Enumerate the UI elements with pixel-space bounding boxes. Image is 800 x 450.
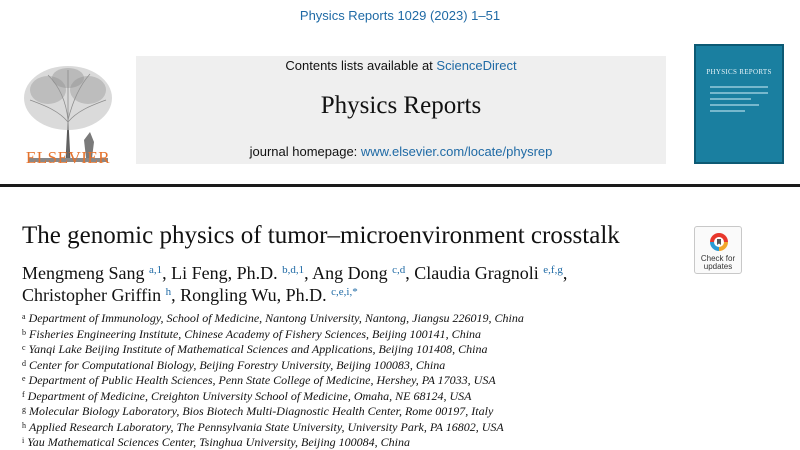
affiliation-text: Department of Medicine, Creighton University School of Medicine, Omaha, NE 68124, USA [27,388,472,403]
affiliation-letter: g [22,405,26,414]
elsevier-wordmark[interactable]: ELSEVIER [25,148,111,167]
author-1[interactable]: Mengmeng Sang [22,263,145,283]
affiliation-item [22,372,682,388]
cover-decoration [710,86,768,116]
affiliation-letter: d [22,358,26,368]
affiliation-list [22,310,682,450]
affiliation-text: Applied Research Laboratory, The Pennsylvania State University, University Park, PA 16802, USA [29,419,504,434]
header-divider [0,184,800,187]
homepage-line [136,144,666,159]
journal-homepage-link[interactable]: www.elsevier.com/locate/physrep [360,144,553,159]
journal-masthead [136,56,666,164]
affiliation-letter: i [22,436,25,445]
author-4-affiliation[interactable]: e,f,g [543,264,563,276]
author-3[interactable]: Ang Dong [312,263,388,283]
affiliation-text: Yau Mathematical Sciences Center, Tsinghua University, Beijing 100084, China [27,435,410,449]
check-updates-label: Check for updates [700,254,736,271]
cover-title: PHYSICS REPORTS [706,68,772,76]
article-title: The genomic physics of tumor–microenvironment crosstalk [22,222,620,249]
affiliation-letter: f [22,389,25,399]
journal-title: Physics Reports [320,92,482,119]
author-5-affiliation[interactable]: h [165,286,172,298]
affiliation-letter: c [22,343,26,352]
author-list: Mengmeng Sang $^{a,1}$, Li Feng, Ph.D. $^{b,d,1}$, Ang Dong $^{c,d}$, Claudia Gragnoli $^{e,f,g}$, Christopher Griffin $^h$, Rongling Wu, Ph.D. $^{c,e,i,*}$ [22,263,568,305]
check-updates-icon [708,231,730,253]
affiliation-text: Fisheries Engineering Institute, Chinese Academy of Fishery Sciences, Beijing 100141, China [29,326,482,341]
affiliation-text: Department of Immunology, School of Medicine, Nantong University, Nantong, Jiangsu 226019, China [28,311,524,325]
contents-prefix: Contents lists available at [285,58,437,73]
affiliation-item [22,341,682,357]
sciencedirect-link[interactable]: ScienceDirect [436,58,517,73]
affiliation-item [22,326,682,342]
affiliation-item [22,357,682,373]
affiliation-letter: e [22,374,26,383]
affiliation-letter: b [22,327,26,337]
affiliation-text: Molecular Biology Laboratory, Bios Biotech Multi-Diagnostic Health Center, Rome 00197, Italy [29,404,494,418]
affiliation-text: Department of Public Health Sciences, Penn State College of Medicine, Hershey, PA 17033, USA [28,373,496,387]
homepage-prefix: journal homepage: [249,144,361,159]
contents-line [136,58,666,73]
journal-cover-image[interactable] [694,44,784,164]
author-4[interactable]: Claudia Gragnoli [414,263,539,283]
affiliation-item [22,310,682,326]
author-2[interactable]: Li Feng, Ph.D. [171,263,278,283]
check-for-updates-button[interactable] [694,226,742,274]
affiliation-item [22,419,682,435]
author-5[interactable]: Christopher Griffin [22,285,162,305]
affiliation-text: Yanqi Lake Beijing Institute of Mathematical Sciences and Applications, Beijing 101408, China [28,342,488,356]
affiliation-letter: a [22,312,26,321]
journal-citation[interactable]: Physics Reports 1029 (2023) 1–51 [299,8,501,23]
author-3-affiliation[interactable]: c,d [392,264,406,276]
affiliation-item [22,434,682,450]
author-2-affiliation[interactable]: b,d,1 [282,264,305,276]
affiliation-text: Center for Computational Biology, Beijing Forestry University, Beijing 100083, China [29,357,446,372]
affiliation-letter: h [22,420,26,430]
affiliation-item [22,388,682,404]
author-6[interactable]: Rongling Wu, Ph.D. [180,285,327,305]
author-6-affiliation[interactable]: c,e,i,* [331,286,358,298]
author-1-affiliation[interactable]: a,1 [148,264,163,276]
affiliation-item [22,403,682,419]
